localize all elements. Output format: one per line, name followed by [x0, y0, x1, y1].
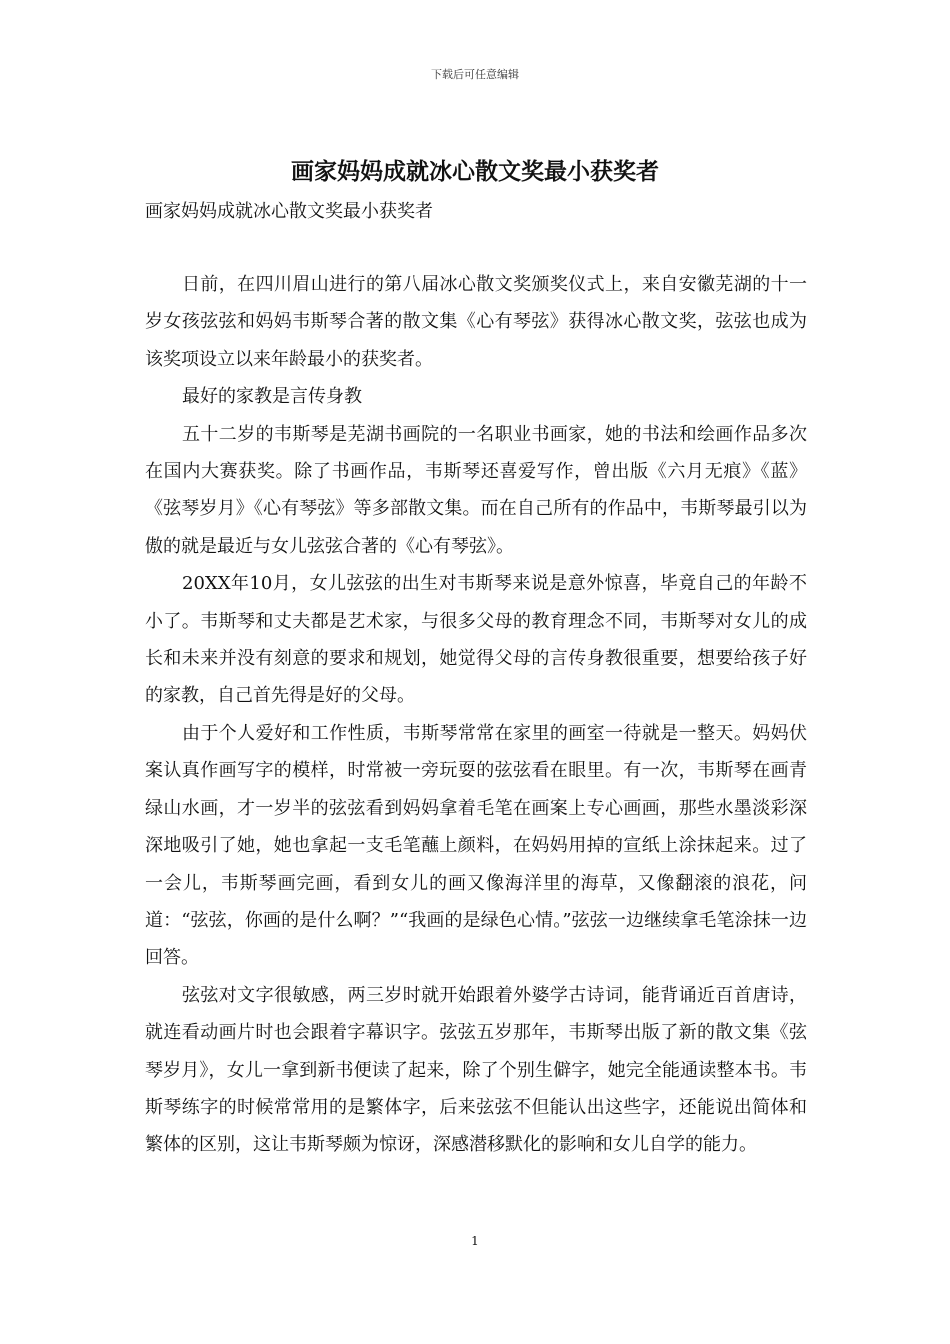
document-title: 画家妈妈成就冰心散文奖最小获奖者: [291, 158, 659, 185]
page-number: 1: [471, 1234, 479, 1248]
paragraph-intro: 日前，在四川眉山进行的第八届冰心散文奖颁奖仪式上，来自安徽芜湖的十一岁女孩弦弦和妈妈韦斯琴合著的散文集《心有琴弦》获得冰心散文奖，弦弦也成为该奖项设立以来年龄最小的获奖者。: [145, 274, 807, 370]
paragraph-painting: 由于个人爱好和工作性质，韦斯琴常常在家里的画室一待就是一整天。妈妈伏案认真作画写字的模样，时常被一旁玩耍的弦弦看在眼里。有一次，韦斯琴在画青绿山水画，才一岁半的弦弦看到妈妈拿着毛笔在画案上专心画画，那些水墨淡彩深深地吸引了她，她也拿起一支毛笔蘸上颜料，在妈妈用掉的宣纸上涂抹起来。过了一会儿，韦斯琴画完画，看到女儿的画又像海洋里的海草，又像翻滚的浪花，问道：“弦弦，你画的是什么啊？”“我画的是绿色心情。”弦弦一边继续拿毛笔涂抹一边回答。: [145, 722, 807, 969]
document-subtitle: 画家妈妈成就冰心散文奖最小获奖者: [145, 201, 433, 222]
paragraph-reading: 弦弦对文字很敏感，两三岁时就开始跟着外婆学古诗词，能背诵近百首唐诗，就连看动画片时也会跟着字幕识字。弦弦五岁那年，韦斯琴出版了新的散文集《弦琴岁月》，女儿一拿到新书便读了起来，除了个别生僻字，她完全能通读整本书。韦斯琴练字的时候常常用的是繁体字，后来弦弦不但能认出这些字，还能说出简体和繁体的区别，这让韦斯琴颇为惊讶，深感潜移默化的影响和女儿自学的能力。: [145, 984, 807, 1156]
document-body: [145, 266, 807, 1164]
section-heading: 最好的家教是言传身教: [182, 386, 362, 408]
paragraph-wei-siqin: 五十二岁的韦斯琴是芜湖书画院的一名职业书画家，她的书法和绘画作品多次在国内大赛获奖。除了书画作品，韦斯琴还喜爱写作，曾出版《六月无痕》《蓝》《弦琴岁月》《心有琴弦》等多部散文集。而在自己所有的作品中，韦斯琴最引以为傲的就是最近与女儿弦弦合著的《心有琴弦》。: [145, 423, 807, 557]
paragraph-birth: 20XX年10月，女儿弦弦的出生对韦斯琴来说是意外惊喜，毕竟自己的年龄不小了。韦斯琴和丈夫都是艺术家，与很多父母的教育理念不同，韦斯琴对女儿的成长和未来并没有刻意的要求和规划，她觉得父母的言传身教很重要，想要给孩子好的家教，自己首先得是好的父母。: [145, 573, 807, 707]
header-note: 下载后可任意编辑: [431, 68, 519, 81]
